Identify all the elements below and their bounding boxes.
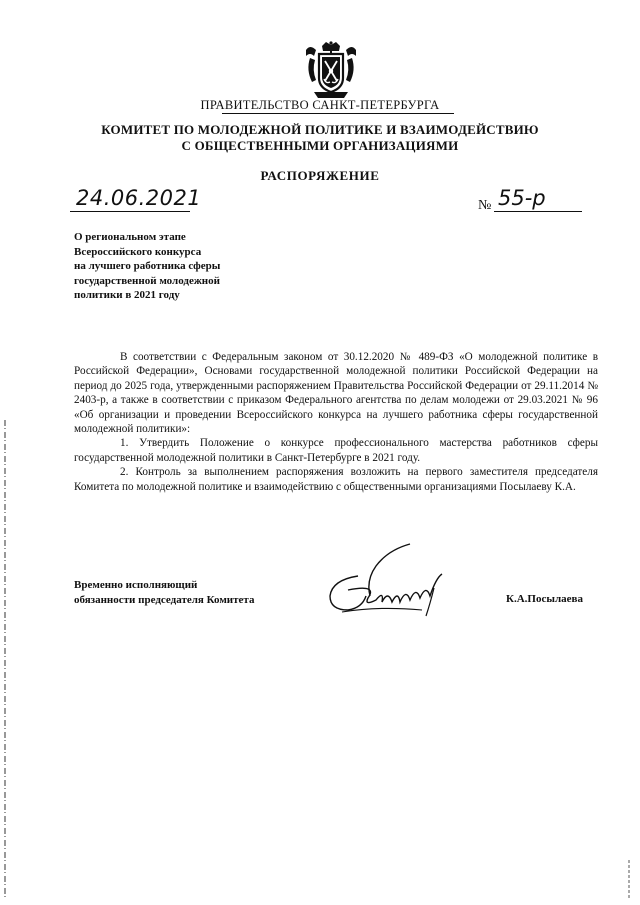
title-line: на лучшего работника сферы xyxy=(74,260,221,272)
date-underline xyxy=(70,211,190,212)
government-underline xyxy=(222,113,454,114)
position-line-2: обязанности председателя Комитета xyxy=(74,594,255,606)
title-line: государственной молодежной xyxy=(74,274,220,287)
scan-edge-mark xyxy=(628,860,630,900)
document-type: РАСПОРЯЖЕНИЕ xyxy=(260,168,380,183)
title-line: Всероссийского конкурса xyxy=(74,245,202,258)
signatory-position xyxy=(74,578,254,608)
scan-edge-mark xyxy=(4,420,6,900)
government-name: ПРАВИТЕЛЬСТВО САНКТ-ПЕТЕРБУРГА xyxy=(200,98,440,112)
committee-line-1: КОМИТЕТ ПО МОЛОДЕЖНОЙ ПОЛИТИКЕ И ВЗАИМОДЕЙСТВИЮ xyxy=(101,122,539,137)
preamble-paragraph: В соответствии с Федеральным законом от 30.12.2020 № 489-ФЗ «О молодежной политике в Российской Федерации», Основами государственной молодежной политики Российской Федерации на период до 2025 года, утвержденными распоряжением Правительства Российской Федерации от 29.11.2014 № 2403-р, а также в соответствии с приказом Федерального агентства по делам молодежи от 29.03.2021 № 96 «Об организации и проведении Всероссийского конкурса на лучшего работника сферы государственной молодежной политики»: xyxy=(74,351,598,436)
item-2-paragraph: 2. Контроль за выполнением распоряжения возложить на первого заместителя председателя Комитета по молодежной политике и взаимодействию с общественными организациями Посылаеву К.А. xyxy=(74,466,598,493)
document-title xyxy=(74,230,284,303)
document-date: 24.06.2021 xyxy=(76,186,202,210)
title-line: О региональном этапе xyxy=(74,231,186,243)
signatory-name: К.А.Посылаева xyxy=(506,593,583,605)
document-body xyxy=(74,350,598,494)
committee-line-2: С ОБЩЕСТВЕННЫМИ ОРГАНИЗАЦИЯМИ xyxy=(181,138,459,153)
committee-name xyxy=(0,122,640,154)
handwritten-signature xyxy=(318,540,458,620)
coat-of-arms-icon xyxy=(300,40,362,102)
item-1-paragraph: 1. Утвердить Положение о конкурсе профессионального мастерства работников сферы государственной молодежной политики в Санкт-Петербурге в 2021 году. xyxy=(74,437,598,464)
number-underline xyxy=(494,211,582,212)
title-line: политики в 2021 году xyxy=(74,289,180,301)
number-label: № xyxy=(478,198,492,213)
position-line-1: Временно исполняющий xyxy=(74,579,198,591)
document-number: 55-р xyxy=(498,186,546,210)
